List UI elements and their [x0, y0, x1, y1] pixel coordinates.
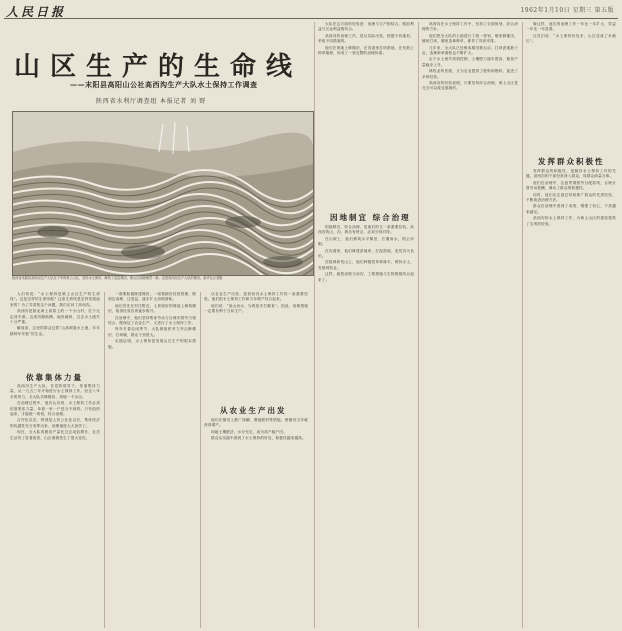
- section-heading: 发挥群众积极性: [538, 157, 605, 166]
- column-divider: [418, 22, 419, 628]
- article-byline: 陕西省水利厅调查组 本报记者 刘 野: [96, 98, 207, 105]
- paragraph: 林牧业的发展，又为农业提供了肥料和燃料，促进了多种经营。: [422, 69, 518, 79]
- paragraph: 群众在治理中看到了成绩，增强了信心，干劲越来越足。: [526, 204, 616, 214]
- paragraph: 他们把全大队的土地进行了统一规划，哪里修梯田，哪里打坝，哪里造林种草，都作了具体安排。: [422, 33, 518, 44]
- column-6-top: [526, 22, 616, 152]
- paragraph: 几年来，全大队已经修成梯田数百亩，打坝淤地数十亩，造林种草面积也不断扩大。: [422, 45, 518, 56]
- masthead-rule: [4, 18, 618, 19]
- column-6-bottom: [526, 169, 616, 628]
- terraced-hills-illustration: [13, 112, 313, 275]
- paragraph: 从农业生产出发，是高西沟水土保持工作的一条重要经验。他们把水土保持工作和当年增产结合起来。: [204, 292, 308, 302]
- paragraph: 高西沟是陕北黄土高原上的一个小山村，位于无定河中游。这里沟壑纵横，地形破碎，过去水土流失十分严重。: [10, 309, 100, 325]
- photo-caption: 陕西省米脂县高西沟生产大队在干旱的黄土山区，坚持水土保持，修筑了层层梯田，使山区面貌焕然一新。这是高西沟生产大队的梯田。新华社记者摄: [12, 276, 223, 280]
- paragraph: 像这样，他们的治理工作一年比一年扩大，效益一年比一年显著。: [526, 22, 616, 32]
- paragraph: 在沟道里，他们修建淤地坝，拦泥淤地，变荒沟为良田。: [318, 248, 414, 259]
- paragraph: 在治理过程中，他们认识到，水土保持工作必须依靠集体力量，单靠一家一户是办不到的。只有组织起来，才能统一规划，综合治理。: [10, 401, 100, 417]
- terraced-hills-photo: [12, 111, 314, 276]
- paragraph: 同时，他们还注意总结和推广群众的先进经验，不断改进治理方法。: [526, 192, 616, 203]
- paragraph: 他们在梯田上推广深翻、增施肥料等措施，使梯田当年就获得增产。: [204, 418, 308, 428]
- column-1-top: [10, 292, 100, 370]
- paragraph: 坝地土壤肥沃，水分充足，成为高产稳产田。: [211, 429, 287, 434]
- column-divider: [314, 22, 315, 628]
- paragraph: 大队在这方面的经验是：治理与生产相结合，眼前利益与长远利益相结合。: [318, 22, 414, 32]
- paragraph: 高西沟在水土保持工作中，坚持了全面规划、综合治理的方针。: [422, 22, 518, 32]
- column-2: [108, 292, 196, 628]
- section-heading: 因地制宜 综合治理: [330, 213, 411, 222]
- paragraph: 一面要积极修建梯田，一面要搞好经营管理，做到边治理、边受益，逐步扩大治理面积。: [108, 292, 196, 302]
- paragraph: 高西沟的经验说明，只要坚持综合治理，黄土山区是完全可以改变面貌的。: [422, 81, 518, 91]
- paragraph: 因地制宜，综合治理，是他们的又一条重要经验。高西沟的山、沟、坡各有特点，必须分别对待。: [318, 225, 414, 235]
- column-3-bottom: [204, 418, 308, 628]
- paragraph: 在陡坡和荒山上，他们种植牧草和林木，保持水土，发展林牧业。: [318, 260, 414, 270]
- paragraph: 人们常说：“水土保持是黄土山区生产的生命线”。这是怎样的生命线呢？这条生命线是怎样发展起来的？为了弄清楚这个问题，我们访问了高西沟。: [10, 292, 100, 307]
- paragraph: 高西沟生产大队，在党的领导下，依靠集体力量，从一九五三年开始进行水土保持工作。经过八年多的努力，全大队共修梯田、坝地一千余亩。: [10, 384, 100, 399]
- section-heading: 从农业生产出发: [220, 406, 287, 415]
- section-heading: 依靠集体力量: [26, 373, 83, 382]
- paragraph: 由于水土流失得到控制，土壤肥力逐年提高，粮食产量稳步上升。: [422, 57, 518, 67]
- paragraph: 高西沟的水土保持工作，为黄土山区的建设提供了宝贵的经验。: [526, 216, 616, 226]
- paragraph: 在治理中，他们坚持集体劳动与合理安排劳力相结合，既保证了农业生产，又进行了水土保持工作。: [108, 315, 196, 326]
- column-divider: [200, 292, 201, 628]
- paragraph: 他们在治理中，注意贯彻按劳分配原则，合理计算劳动报酬，调动了群众的积极性。: [526, 180, 616, 191]
- paragraph: 在山坡上，他们修筑水平梯田，拦蓄雨水，防止冲刷。: [318, 236, 414, 247]
- paragraph: 他们在坡地上修梯田，在沟道里打坝淤地，在荒坡上种草植树，形成了一套完整的治理体系。: [318, 45, 414, 56]
- paragraph: 社员们说：“水土保持好处多，山区变成了米粮川”。: [526, 33, 616, 44]
- paragraph: 群众从实践中看到了水土保持的好处，积极性越来越高。: [211, 436, 306, 441]
- paragraph: 这样，就把治坡与治沟、工程措施与生物措施结合起来了。: [318, 272, 414, 282]
- column-divider: [522, 22, 523, 628]
- paragraph: 合作化以后，特别是人民公社化以后，集体经济的优越性充分发挥出来，治理速度大大加快了。: [10, 418, 100, 428]
- paragraph: 现在，全大队的粮食产量比过去成倍增长，社员生活有了显著改善，山区面貌发生了很大变化。: [10, 430, 100, 440]
- column-4-bottom: [318, 225, 414, 628]
- paragraph: 高西沟的治理工作，是从实际出发，根据不同地形，采取不同措施的。: [318, 33, 414, 44]
- article-headline: 山区生产的生命线: [14, 52, 303, 82]
- column-divider: [104, 292, 105, 628]
- column-4-top: [318, 22, 414, 210]
- paragraph: 他们首先在村庄附近、土质较好的坡地上修筑梯田，取得经验后再逐步推开。: [108, 303, 196, 314]
- article-subheadline: ——末阳县高阳山公社高西沟生产大队水土保持工作调查: [70, 80, 258, 89]
- paragraph: 发挥群众的积极性，是搞好水土保持工作的关键。高西沟的干部经常深入群众，同群众商量办事。: [526, 169, 616, 179]
- masthead: 人民日报: [6, 5, 67, 19]
- column-3-top: [204, 292, 308, 402]
- dateline: 1962年1月10日 星期三 第五版: [520, 7, 614, 14]
- paragraph: 实践证明，水土保持是发展山区生产的根本措施。: [108, 339, 196, 349]
- paragraph: 每年冬春农闲季节，大队都组织劳力突击修梯田、打坝堰，群众干劲很大。: [108, 327, 196, 337]
- column-1-bottom: [10, 384, 100, 628]
- paragraph: 他们说：“治山治水，为的是多打粮食”。因此，治理措施一定要有利于当前生产。: [204, 303, 308, 314]
- column-5: [422, 22, 518, 628]
- paragraph: 解放前，这里的群众过着“山高坡陡水土流，年年耕种年年愁”的生活。: [10, 326, 100, 336]
